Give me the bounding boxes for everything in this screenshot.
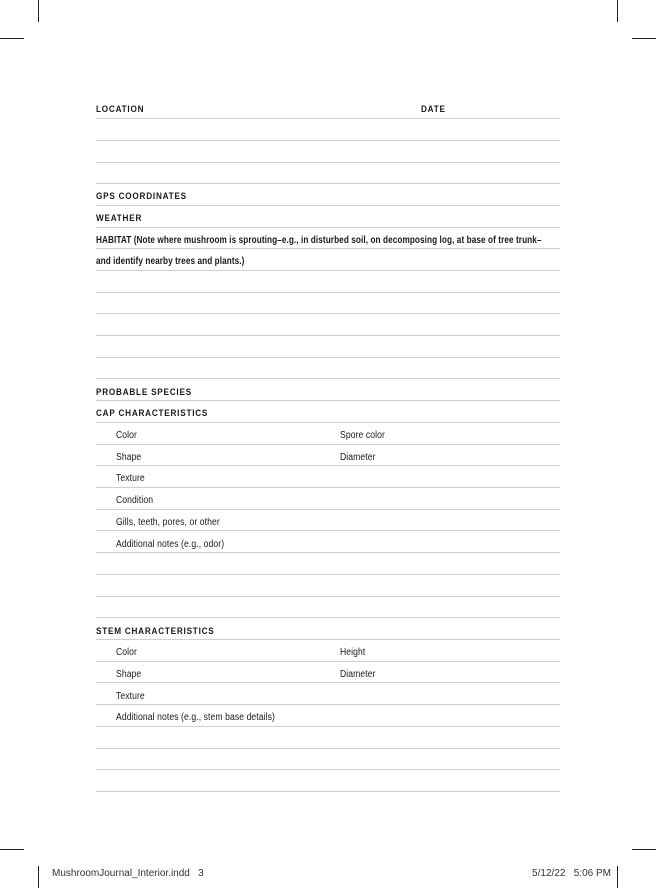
weather-label: WEATHER	[96, 213, 143, 224]
probable-species-label: PROBABLE SPECIES	[96, 387, 192, 398]
cap-spore-color-label: Spore color	[340, 430, 385, 441]
crop-mark-bottom-right-vertical	[617, 866, 618, 888]
crop-mark-top-left-vertical	[38, 0, 39, 22]
rule-line	[96, 530, 560, 531]
cap-color-label: Color	[116, 430, 137, 441]
stem-diameter-label: Diameter	[340, 669, 376, 680]
crop-mark-top-right-horizontal	[632, 38, 656, 39]
rule-line	[96, 704, 560, 705]
rule-line	[96, 422, 560, 423]
rule-line	[96, 639, 560, 640]
rule-line	[96, 378, 560, 379]
stem-characteristics-heading: STEM CHARACTERISTICS	[96, 626, 215, 637]
rule-line	[96, 205, 560, 206]
rule-line	[96, 400, 560, 401]
crop-mark-top-right-vertical	[617, 0, 618, 22]
crop-mark-bottom-left-vertical	[38, 866, 39, 888]
rule-line	[96, 509, 560, 510]
rule-line	[96, 791, 560, 792]
habitat-label-continued: and identify nearby trees and plants.)	[96, 256, 245, 267]
rule-line	[96, 596, 560, 597]
date-label: DATE	[421, 104, 446, 115]
gps-coordinates-label: GPS COORDINATES	[96, 191, 187, 202]
cap-condition-label: Condition	[116, 495, 154, 506]
rule-line	[96, 270, 560, 271]
rule-line	[96, 162, 560, 163]
rule-line	[96, 465, 560, 466]
rule-line	[96, 227, 560, 228]
rule-line	[96, 552, 560, 553]
cap-shape-label: Shape	[116, 452, 142, 463]
rule-line	[96, 248, 560, 249]
rule-line	[96, 574, 560, 575]
cap-additional-notes-label: Additional notes (e.g., odor)	[116, 539, 225, 550]
crop-mark-bottom-left-horizontal	[0, 849, 24, 850]
rule-line	[96, 661, 560, 662]
rule-line	[96, 748, 560, 749]
stem-texture-label: Texture	[116, 691, 145, 702]
slug-filename: MushroomJournal_Interior.indd 3	[52, 868, 204, 879]
stem-additional-notes-label: Additional notes (e.g., stem base details)	[116, 712, 275, 723]
cap-gills-label: Gills, teeth, pores, or other	[116, 517, 220, 528]
rule-line	[96, 769, 560, 770]
rule-line	[96, 292, 560, 293]
rule-line	[96, 617, 560, 618]
rule-line	[96, 335, 560, 336]
rule-line	[96, 726, 560, 727]
rule-line	[96, 183, 560, 184]
cap-characteristics-heading: CAP CHARACTERISTICS	[96, 408, 209, 419]
rule-line	[96, 444, 560, 445]
location-label: LOCATION	[96, 104, 145, 115]
rule-line	[96, 357, 560, 358]
rule-line	[96, 682, 560, 683]
crop-mark-top-left-horizontal	[0, 38, 24, 39]
slug-timestamp: 5/12/22 5:06 PM	[532, 868, 611, 879]
cap-texture-label: Texture	[116, 473, 145, 484]
rule-line	[96, 487, 560, 488]
rule-line	[96, 313, 560, 314]
rule-line	[96, 140, 560, 141]
stem-color-label: Color	[116, 647, 137, 658]
cap-diameter-label: Diameter	[340, 452, 376, 463]
stem-shape-label: Shape	[116, 669, 142, 680]
habitat-label: HABITAT (Note where mushroom is sprouting–e.g., in disturbed soil, on decomposing log, at base of tree trunk–	[96, 235, 542, 246]
stem-height-label: Height	[340, 647, 366, 658]
rule-line	[96, 118, 560, 119]
crop-mark-bottom-right-horizontal	[632, 849, 656, 850]
